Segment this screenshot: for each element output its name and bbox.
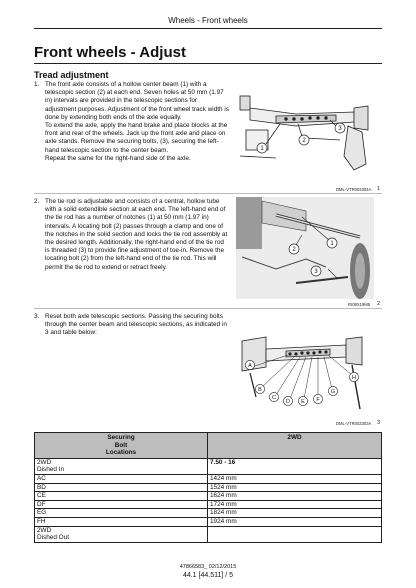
table-cell: 1724 mm <box>208 500 382 509</box>
step-1-paragraph-3: Repeat the same for the right-hand side of the axle. <box>45 154 191 162</box>
step-number: 1. <box>34 81 40 88</box>
step-1-paragraph-2: To extend the axle, apply the hand brake and place blocks at the front and rear of the wheels. Jack up the front axle and place on axle stands. Remove the securing bolts, (3), securing the left-hand telescopic section to the center beam. <box>45 122 228 154</box>
figure-2-illustration <box>236 197 374 299</box>
figure-2-callout-1: 1 <box>330 241 334 248</box>
table-cell: 1624 mm <box>208 492 382 501</box>
figure-3-callout-g: G <box>330 389 336 395</box>
figure-2-caption: RI08X19M5 <box>348 302 371 307</box>
step-2 <box>34 198 230 272</box>
table-cell: AC <box>35 474 208 483</box>
section-divider-2 <box>34 308 382 309</box>
figure-3-bolt-locations <box>236 317 374 415</box>
figure-3-callout-b: B <box>258 387 262 393</box>
figure-1-callout-1: 1 <box>260 146 264 153</box>
table-row <box>35 492 382 501</box>
figure-2-tie-rod <box>236 197 374 299</box>
figure-3-callout-c: C <box>272 395 276 401</box>
table-cell: EG <box>35 509 208 518</box>
table-cell: CE <box>35 492 208 501</box>
figure-1-front-axle-telescopic <box>236 86 374 178</box>
table-row <box>35 509 382 518</box>
footer-page-ref: 44.1 [44.511] / 5 <box>182 572 234 579</box>
table-row <box>35 458 382 474</box>
header-rule <box>34 28 382 29</box>
figure-3-callout-a: A <box>248 363 252 369</box>
figure-2-number: 2 <box>377 301 381 307</box>
figure-1-caption: DML-VTR003304A <box>336 187 372 192</box>
step-number: 2. <box>34 198 40 205</box>
step-3-paragraph-1: Reset both axle telescopic sections. Passing the securing bolts through the center beam and telescopic sections, as indicated in 3 and table below: <box>45 313 227 337</box>
figure-3-number: 3 <box>377 420 381 426</box>
section-title: Tread adjustment <box>34 70 109 80</box>
table-cell: 7.50 - 16 <box>208 458 382 474</box>
section-divider-1 <box>34 193 382 194</box>
table-cell: 2WD Dished In <box>35 458 208 474</box>
table-row <box>35 500 382 509</box>
table-cell: 2WD Dished Out <box>35 526 208 542</box>
table-cell: BD <box>35 483 208 492</box>
table-row <box>35 474 382 483</box>
running-header: Wheels - Front wheels <box>168 16 248 25</box>
figure-3-callout-e: E <box>301 399 305 405</box>
table-row <box>35 517 382 526</box>
figure-3-illustration <box>236 317 374 415</box>
step-2-paragraph-1: The tie rod is adjustable and consists of a central, hollow tube with a solid extendible section at each end. The left-hand end of the tie rod has a number of notches (1) at 50 mm (1.97 in) intervals. A locating bolt (2) passes through a clamp and one of the notches in the solid section and locks the tie rod assembly at the desired length. Additionally, the right-hand end of the tie rod is threaded (3) to provide fine adjustment of toe-in. Remove the locating bolt (2) from the left-hand end of the tie rod. This will permit the tie rod to extend or retract freely. <box>45 198 228 271</box>
table-header-2wd: 2WD <box>208 433 382 459</box>
page-title: Front wheels - Adjust <box>34 44 186 61</box>
figure-2-callout-3: 3 <box>314 269 318 276</box>
table-header-bolt-locations: Securing Bolt Locations <box>35 433 208 459</box>
step-1 <box>34 81 230 163</box>
figure-2-callout-2: 2 <box>292 247 296 254</box>
figure-1-illustration <box>236 86 374 178</box>
step-number: 3. <box>34 313 40 320</box>
table-cell: 1524 mm <box>208 483 382 492</box>
figure-3-callout-f: F <box>316 397 320 403</box>
table-cell: 1424 mm <box>208 474 382 483</box>
table-row <box>35 483 382 492</box>
table-cell <box>208 526 382 542</box>
figure-3-caption: DML-VTR003303A <box>336 421 372 426</box>
figure-3-callout-d: D <box>286 399 290 405</box>
footer-doc-ref: 47866583_ 02/12/2015 <box>179 564 237 570</box>
step-1-paragraph-1: The front axle consists of a hollow center beam (1) with a telescopic section (2) at each end. Seven holes at 50 mm (1.97 in) intervals are provided in the telescopic sections for adjustment purposes. Adjustment of the front wheel track width is done by extending both ends of the axle equally. <box>45 81 230 121</box>
title-rule <box>34 63 382 64</box>
table-cell: 1924 mm <box>208 517 382 526</box>
table-row <box>35 526 382 542</box>
figure-3-callout-h: H <box>352 375 356 381</box>
table-cell: DF <box>35 500 208 509</box>
table-header-row <box>35 433 382 459</box>
step-3 <box>34 313 230 338</box>
figure-1-number: 1 <box>377 186 381 192</box>
figure-1-callout-3: 3 <box>338 126 342 133</box>
figure-1-callout-2: 2 <box>302 138 306 145</box>
bolt-location-table <box>34 432 382 543</box>
table-cell: 1824 mm <box>208 509 382 518</box>
table-cell: FH <box>35 517 208 526</box>
